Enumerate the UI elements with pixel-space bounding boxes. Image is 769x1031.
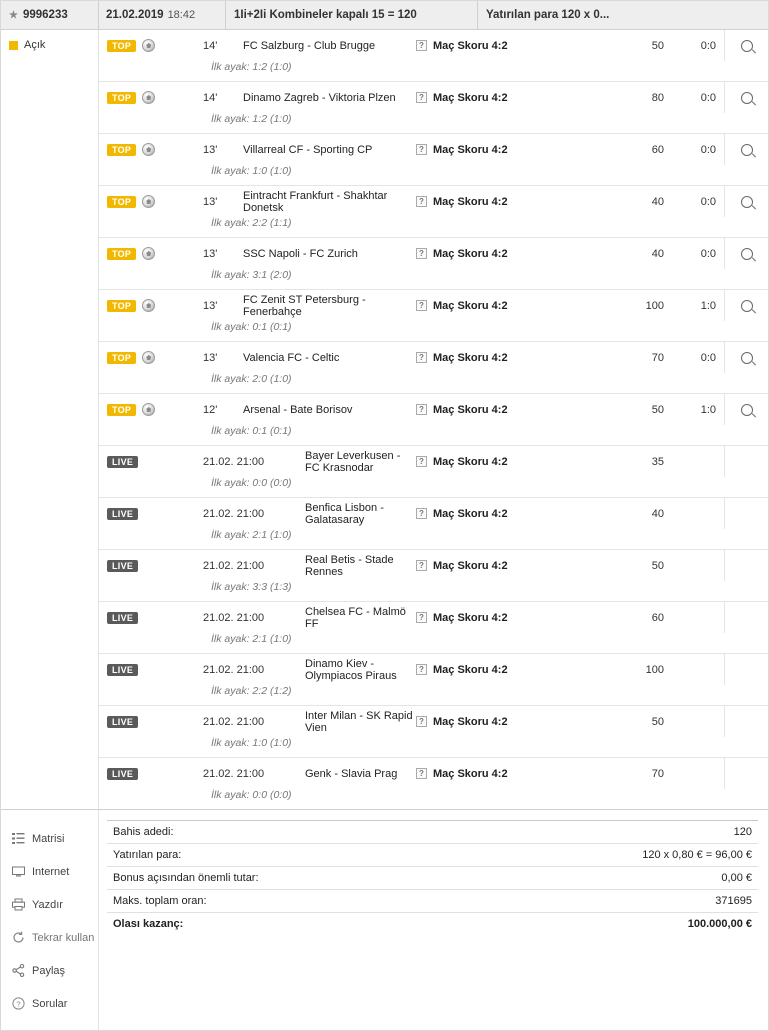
selection-subinfo: İlk ayak: 2:1 (1:0) xyxy=(211,633,292,645)
selection-subinfo: İlk ayak: 2:1 (1:0) xyxy=(211,529,292,541)
selection-list xyxy=(99,30,768,809)
ticket-stake-summary: Yatırılan para 120 x 0... xyxy=(486,9,610,21)
selection-time: 13' xyxy=(203,143,218,156)
summary-total-value: 100.000,00 € xyxy=(687,918,752,930)
action-label: Matrisi xyxy=(32,832,65,845)
table-row xyxy=(99,446,768,498)
selection-odd: 80 xyxy=(651,91,664,104)
table-row xyxy=(99,238,768,290)
selection-details-placeholder xyxy=(724,758,768,789)
top-badge: TOP xyxy=(107,404,136,416)
table-row xyxy=(99,134,768,186)
live-badge: LIVE xyxy=(107,560,138,572)
magnifier-icon xyxy=(741,92,753,104)
info-icon[interactable]: ? xyxy=(416,664,427,675)
selection-score: 0:0 xyxy=(700,247,716,260)
summary-value: 371695 xyxy=(715,895,752,907)
selection-match[interactable]: Bayer Leverkusen - FC Krasnodar xyxy=(305,449,401,474)
selection-bet: Maç Skoru 4:2 xyxy=(433,455,508,468)
selection-time: 13' xyxy=(203,299,218,312)
summary-total-label: Olası kazanç: xyxy=(113,918,184,930)
table-row xyxy=(99,30,768,82)
selection-match[interactable]: FC Salzburg - Club Brugge xyxy=(243,39,376,52)
live-badge: LIVE xyxy=(107,508,138,520)
selection-match[interactable]: Villarreal CF - Sporting CP xyxy=(243,143,373,156)
selection-match[interactable]: Valencia FC - Celtic xyxy=(243,351,340,364)
selection-details-button[interactable] xyxy=(724,238,768,269)
summary-label: Yatırılan para: xyxy=(113,849,182,861)
action-label: Internet xyxy=(32,865,70,878)
selection-badge-cell xyxy=(99,612,203,624)
magnifier-icon xyxy=(741,352,753,364)
selection-score: 0:0 xyxy=(700,91,716,104)
selection-details-placeholder xyxy=(724,602,768,633)
summary-label: Bahis adedi: xyxy=(113,826,174,838)
ticket-bet-type: 1Ii+2Ii Kombineler kapalı 15 = 120 xyxy=(226,1,478,29)
table-row xyxy=(107,844,758,867)
status-column xyxy=(1,30,99,809)
selection-subinfo: İlk ayak: 0:0 (0:0) xyxy=(211,477,292,489)
selection-badge-cell xyxy=(99,768,203,780)
table-row xyxy=(99,290,768,342)
action-matrisi[interactable] xyxy=(11,822,98,855)
selection-badge-cell xyxy=(99,143,203,156)
selection-subinfo: İlk ayak: 1:0 (1:0) xyxy=(211,165,292,177)
selection-bet-cell xyxy=(416,144,596,156)
status-label: Açık xyxy=(24,39,46,51)
top-badge: TOP xyxy=(107,40,136,52)
printer-icon xyxy=(11,898,25,912)
selection-match[interactable]: Benfica Lisbon - Galatasaray xyxy=(305,501,384,526)
selection-details-button[interactable] xyxy=(724,290,768,321)
football-icon xyxy=(142,39,155,52)
selection-badge-cell xyxy=(99,195,203,208)
selection-bet: Maç Skoru 4:2 xyxy=(433,559,508,572)
action-internet[interactable] xyxy=(11,855,98,888)
table-row xyxy=(107,867,758,890)
selection-score: 0:0 xyxy=(700,143,716,156)
selection-details-placeholder xyxy=(724,446,768,477)
selection-match[interactable]: Chelsea FC - Malmö FF xyxy=(305,605,406,630)
summary-panel xyxy=(99,810,768,1030)
table-row xyxy=(99,342,768,394)
selection-subinfo: İlk ayak: 2:0 (1:0) xyxy=(211,373,292,385)
selection-bet: Maç Skoru 4:2 xyxy=(433,247,508,260)
table-row xyxy=(107,821,758,844)
selection-bet: Maç Skoru 4:2 xyxy=(433,351,508,364)
footer-actions xyxy=(1,810,99,1030)
selection-score: 0:0 xyxy=(700,351,716,364)
selection-badge-cell xyxy=(99,91,203,104)
selection-match[interactable]: Real Betis - Stade Rennes xyxy=(305,553,394,578)
refresh-icon xyxy=(11,931,25,945)
selection-time: 14' xyxy=(203,39,218,52)
info-icon[interactable]: ? xyxy=(416,508,427,519)
table-row xyxy=(107,890,758,913)
magnifier-icon xyxy=(741,248,753,260)
info-icon[interactable]: ? xyxy=(416,404,427,415)
selection-time: 21.02. 21:00 xyxy=(203,767,265,780)
selection-bet: Maç Skoru 4:2 xyxy=(433,767,508,780)
selection-badge-cell xyxy=(99,351,203,364)
selection-odd: 60 xyxy=(651,611,664,624)
top-badge: TOP xyxy=(107,300,136,312)
selection-time: 21.02. 21:00 xyxy=(203,507,265,520)
ticket-datetime xyxy=(99,1,226,29)
selection-bet-cell xyxy=(416,196,596,208)
selection-bet-cell xyxy=(416,92,596,104)
selection-badge-cell xyxy=(99,560,203,572)
selection-details-button[interactable] xyxy=(724,394,768,425)
selection-bet: Maç Skoru 4:2 xyxy=(433,39,508,52)
selection-bet-cell xyxy=(416,352,596,364)
table-row xyxy=(99,654,768,706)
info-icon[interactable]: ? xyxy=(416,612,427,623)
selection-odd: 50 xyxy=(651,559,664,572)
selection-bet: Maç Skoru 4:2 xyxy=(433,611,508,624)
selection-bet-cell xyxy=(416,40,596,52)
selection-subinfo: İlk ayak: 0:1 (0:1) xyxy=(211,425,292,437)
summary-label: Maks. toplam oran: xyxy=(113,895,207,907)
selection-odd: 50 xyxy=(651,715,664,728)
selection-subinfo: İlk ayak: 2:2 (1:2) xyxy=(211,685,292,697)
selection-odd: 100 xyxy=(645,299,664,312)
ticket-time: 18:42 xyxy=(167,9,196,21)
selection-badge-cell xyxy=(99,456,203,468)
table-row xyxy=(99,550,768,602)
table-row xyxy=(99,186,768,238)
football-icon xyxy=(142,91,155,104)
selection-time: 21.02. 21:00 xyxy=(203,663,265,676)
selection-score: 1:0 xyxy=(700,299,716,312)
selection-score: 0:0 xyxy=(700,195,716,208)
live-badge: LIVE xyxy=(107,612,138,624)
selection-subinfo: İlk ayak: 1:2 (1:0) xyxy=(211,61,292,73)
selection-odd: 50 xyxy=(651,403,664,416)
selection-bet-cell xyxy=(416,456,596,468)
matrix-icon xyxy=(11,832,25,846)
summary-total-row xyxy=(107,913,758,936)
selection-time: 21.02. 21:00 xyxy=(203,455,265,468)
info-icon[interactable]: ? xyxy=(416,40,427,51)
selection-badge-cell xyxy=(99,508,203,520)
selection-odd: 40 xyxy=(651,195,664,208)
ticket-icon: ★ xyxy=(9,9,18,21)
selection-bet-cell xyxy=(416,612,596,624)
selection-time: 13' xyxy=(203,195,218,208)
ticket-footer xyxy=(1,809,768,1030)
table-row xyxy=(99,706,768,758)
selection-odd: 60 xyxy=(651,143,664,156)
selection-bet-cell xyxy=(416,560,596,572)
action-tekrar-kullan[interactable] xyxy=(11,921,98,954)
summary-value: 120 x 0,80 € = 96,00 € xyxy=(642,849,752,861)
selection-subinfo: İlk ayak: 1:2 (1:0) xyxy=(211,113,292,125)
info-icon[interactable]: ? xyxy=(416,560,427,571)
table-row xyxy=(99,758,768,809)
selection-details-button[interactable] xyxy=(724,134,768,165)
svg-text:?: ? xyxy=(15,999,21,1009)
question-icon xyxy=(11,997,25,1011)
selection-time: 21.02. 21:00 xyxy=(203,715,265,728)
selection-bet-cell xyxy=(416,248,596,260)
ticket-id-value: 9996233 xyxy=(22,9,68,21)
magnifier-icon xyxy=(741,300,753,312)
selection-details-placeholder xyxy=(724,654,768,685)
selection-subinfo: İlk ayak: 1:0 (1:0) xyxy=(211,737,292,749)
info-icon[interactable]: ? xyxy=(416,716,427,727)
selection-match[interactable]: FC Zenit ST Petersburg - Fenerbahçe xyxy=(243,293,366,318)
selection-details-placeholder xyxy=(724,706,768,737)
selection-bet-cell xyxy=(416,508,596,520)
summary-table xyxy=(107,820,758,935)
ticket-date: 21.02.2019 xyxy=(106,9,164,21)
live-badge: LIVE xyxy=(107,664,138,676)
selection-badge-cell xyxy=(99,299,203,312)
selection-score: 0:0 xyxy=(700,39,716,52)
selection-badge-cell xyxy=(99,664,203,676)
ticket-body xyxy=(1,30,768,809)
selection-details-placeholder xyxy=(724,550,768,581)
info-icon[interactable]: ? xyxy=(416,300,427,311)
selection-bet-cell xyxy=(416,716,596,728)
selection-bet: Maç Skoru 4:2 xyxy=(433,299,508,312)
selection-bet: Maç Skoru 4:2 xyxy=(433,91,508,104)
football-icon xyxy=(142,247,155,260)
selection-details-button[interactable] xyxy=(724,82,768,113)
selection-match[interactable]: Inter Milan - SK Rapid Vien xyxy=(305,709,413,734)
selection-odd: 100 xyxy=(645,663,664,676)
selection-bet-cell xyxy=(416,404,596,416)
top-badge: TOP xyxy=(107,144,136,156)
selection-bet: Maç Skoru 4:2 xyxy=(433,403,508,416)
selection-bet: Maç Skoru 4:2 xyxy=(433,195,508,208)
football-icon xyxy=(142,143,155,156)
live-badge: LIVE xyxy=(107,456,138,468)
selection-details-placeholder xyxy=(724,498,768,529)
selection-bet-cell xyxy=(416,300,596,312)
selection-bet: Maç Skoru 4:2 xyxy=(433,143,508,156)
magnifier-icon xyxy=(741,40,753,52)
selection-details-button[interactable] xyxy=(724,186,768,217)
selection-time: 13' xyxy=(203,247,218,260)
summary-label: Bonus açısından önemli tutar: xyxy=(113,872,259,884)
selection-match[interactable]: Dinamo Kiev - Olympiacos Piraus xyxy=(305,657,397,682)
action-sorular[interactable] xyxy=(11,987,98,1020)
selection-subinfo: İlk ayak: 3:3 (1:3) xyxy=(211,581,292,593)
action-paylas[interactable] xyxy=(11,954,98,987)
action-label: Sorular xyxy=(32,997,68,1010)
magnifier-icon xyxy=(741,196,753,208)
selection-match[interactable]: Eintracht Frankfurt - Shakhtar Donetsk xyxy=(243,189,388,214)
selection-time: 21.02. 21:00 xyxy=(203,559,265,572)
selection-odd: 50 xyxy=(651,39,664,52)
table-row xyxy=(99,498,768,550)
selection-subinfo: İlk ayak: 0:0 (0:0) xyxy=(211,789,292,801)
selection-time: 13' xyxy=(203,351,218,364)
football-icon xyxy=(142,195,155,208)
status-square-icon xyxy=(9,41,18,50)
live-badge: LIVE xyxy=(107,768,138,780)
selection-badge-cell xyxy=(99,247,203,260)
selection-odd: 40 xyxy=(651,507,664,520)
table-row xyxy=(99,82,768,134)
top-badge: TOP xyxy=(107,248,136,260)
selection-subinfo: İlk ayak: 2:2 (1:1) xyxy=(211,217,292,229)
action-yazdir[interactable] xyxy=(11,888,98,921)
selection-badge-cell xyxy=(99,716,203,728)
magnifier-icon xyxy=(741,404,753,416)
selection-subinfo: İlk ayak: 0:1 (0:1) xyxy=(211,321,292,333)
selection-time: 21.02. 21:00 xyxy=(203,611,265,624)
info-icon[interactable]: ? xyxy=(416,196,427,207)
info-icon[interactable]: ? xyxy=(416,768,427,779)
table-row xyxy=(99,394,768,446)
football-icon xyxy=(142,351,155,364)
info-icon[interactable]: ? xyxy=(416,144,427,155)
summary-value: 0,00 € xyxy=(721,872,752,884)
action-label: Tekrar kullan xyxy=(32,931,95,944)
share-icon xyxy=(11,964,25,978)
selection-odd: 40 xyxy=(651,247,664,260)
selection-badge-cell xyxy=(99,39,203,52)
selection-match[interactable]: Genk - Slavia Prag xyxy=(305,767,398,780)
top-badge: TOP xyxy=(107,92,136,104)
selection-time: 14' xyxy=(203,91,218,104)
selection-score: 1:0 xyxy=(700,403,716,416)
info-icon[interactable]: ? xyxy=(416,456,427,467)
selection-bet: Maç Skoru 4:2 xyxy=(433,663,508,676)
selection-match[interactable]: Arsenal - Bate Borisov xyxy=(243,403,353,416)
selection-details-button[interactable] xyxy=(724,342,768,373)
info-icon[interactable]: ? xyxy=(416,248,427,259)
info-icon[interactable]: ? xyxy=(416,352,427,363)
selection-bet: Maç Skoru 4:2 xyxy=(433,507,508,520)
status-badge xyxy=(9,39,98,51)
ticket-header xyxy=(1,1,768,30)
football-icon xyxy=(142,299,155,312)
selection-bet: Maç Skoru 4:2 xyxy=(433,715,508,728)
action-label: Paylaş xyxy=(32,964,66,977)
selection-bet-cell xyxy=(416,768,596,780)
selection-subinfo: İlk ayak: 3:1 (2:0) xyxy=(211,269,292,281)
live-badge: LIVE xyxy=(107,716,138,728)
top-badge: TOP xyxy=(107,352,136,364)
selection-time: 12' xyxy=(203,403,218,416)
selection-details-button[interactable] xyxy=(724,30,768,61)
action-label: Yazdır xyxy=(32,898,63,911)
selection-match[interactable]: SSC Napoli - FC Zurich xyxy=(243,247,358,260)
top-badge: TOP xyxy=(107,196,136,208)
selection-badge-cell xyxy=(99,403,203,416)
summary-value: 120 xyxy=(733,826,752,838)
selection-odd: 35 xyxy=(651,455,664,468)
info-icon[interactable]: ? xyxy=(416,92,427,103)
football-icon xyxy=(142,403,155,416)
table-row xyxy=(99,602,768,654)
magnifier-icon xyxy=(741,144,753,156)
ticket-id xyxy=(1,1,99,29)
selection-match[interactable]: Dinamo Zagreb - Viktoria Plzen xyxy=(243,91,396,104)
selection-bet-cell xyxy=(416,664,596,676)
monitor-icon xyxy=(11,865,25,879)
selection-odd: 70 xyxy=(651,767,664,780)
selection-odd: 70 xyxy=(651,351,664,364)
